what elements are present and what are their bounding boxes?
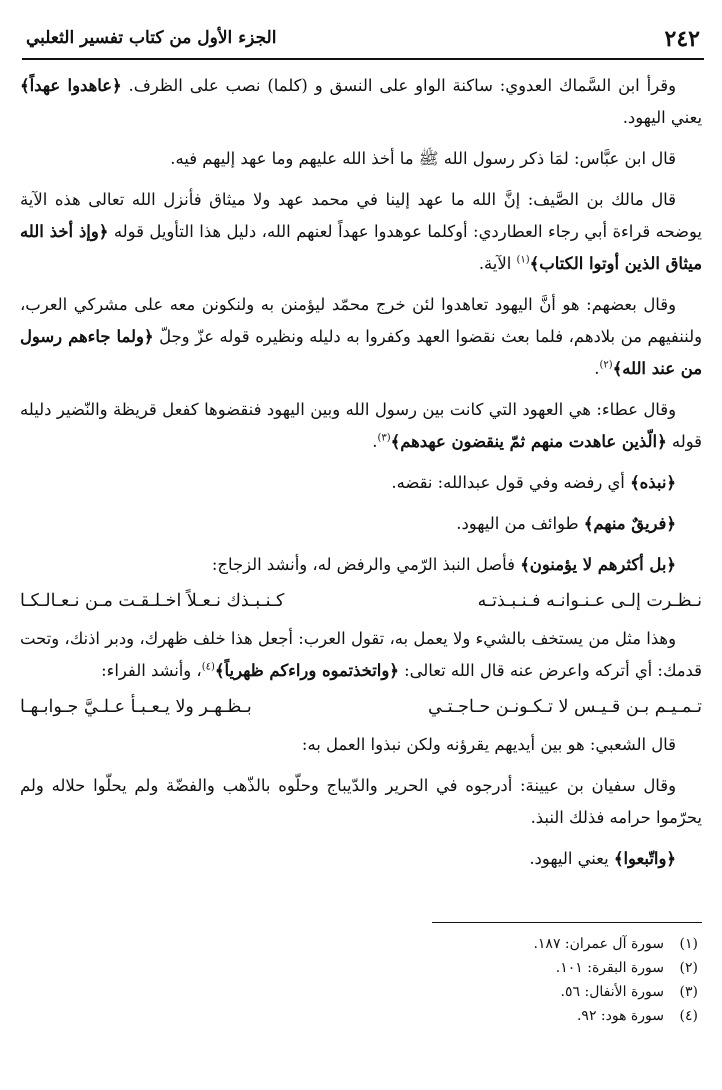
quran-quote: ﴿واتّبعوا﴾ — [613, 849, 676, 868]
paragraph — [20, 623, 702, 687]
paragraph — [20, 184, 702, 280]
text: قال مالك بن الصَّيف: إنَّ الله ما عهد إلينا في محمد عهد ولا ميثاق فأنزل الله تعالى هذه الآية يوضحه قراءة أبي رجاء العطاردي: أوكلما عوهدوا عهداً لعنهم الله، دليل هذا التأويل قوله — [20, 190, 702, 241]
quran-quote: ﴿عاهدوا عهداً﴾ — [20, 76, 122, 95]
text: الآية. — [478, 254, 517, 273]
text: قال الشعبي: هو بين أيديهم يقرؤنه ولكن نبذوا العمل به: — [301, 735, 676, 754]
quran-quote: ﴿ولما جاءهم رسول من عند الله﴾ — [20, 327, 702, 378]
verse-second-hemistich: كـنـبـذك نـعـلاً اخـلـقـت مـن نـعـالـكـا — [20, 591, 285, 611]
footnote-number: (٢) — [679, 960, 698, 976]
text: أي رفضه وفي قول عبدالله: نقضه. — [391, 473, 631, 492]
page-number: ٢٤٢ — [664, 26, 700, 52]
footnote-text: سورة آل عمران: ١٨٧. — [533, 936, 664, 952]
text: وقال بعضهم: هو أنَّ اليهود تعاهدوا لئن خرج محمّد ليؤمنن به ولنكونن معه على مشركي العرب، ولننفيهم من بلادهم، فلما بعث نقضوا العهد وكفروا به دليله ونظيره قوله عزّ وجلّ — [20, 295, 703, 346]
text: وهذا مثل من يستخف بالشيء ولا يعمل به، تقول العرب: أجعل هذا خلف ظهرك، ودبر اذنك، وتحت قدمك: أي أتركه واعرض عنه قال الله تعالى: — [20, 629, 702, 680]
text: يعني اليهود. — [529, 849, 614, 868]
paragraph — [20, 394, 702, 458]
footnote-number: (٤) — [679, 1008, 698, 1024]
quran-quote: ﴿فريقٌ منهم﴾ — [583, 514, 676, 533]
page-header — [22, 26, 704, 60]
footnotes — [358, 932, 698, 1028]
running-head: الجزء الأول من كتاب تفسير الثعلبي — [26, 28, 277, 48]
page-body — [20, 70, 702, 884]
poetry-verse — [20, 585, 702, 617]
quran-quote: ﴿وإذ أخذ الله ميثاق الذين أوتوا الكتاب﴾ — [20, 222, 702, 273]
footnote — [358, 956, 698, 980]
footnote-ref: (٢) — [599, 359, 613, 371]
footnote-divider — [432, 922, 702, 923]
footnote-ref: (٤) — [201, 661, 215, 673]
poetry-verse — [20, 691, 702, 723]
text: وقال سفيان بن عيينة: أدرجوه في الحرير والدّيباج وحلّوه بالذّهب والفضّة ولم يحلّوا حلاله ولم يحرّموا حرامه فذلك النبذ. — [20, 776, 702, 827]
quran-quote: ﴿نبذه﴾ — [630, 473, 676, 492]
text: وقرأ ابن السَّماك العدوي: ساكنة الواو على النسق و (كلما) نصب على الظرف. — [121, 76, 676, 95]
footnote-ref: (١) — [516, 254, 530, 266]
quran-quote: ﴿الّذين عاهدت منهم ثمّ ينقضون عهدهم﴾ — [390, 432, 667, 451]
text: . — [594, 359, 600, 378]
quran-quote: ﴿واتخذتموه وراءكم ظهرياً﴾ — [214, 661, 399, 680]
text: . — [372, 432, 378, 451]
paragraph — [20, 549, 702, 581]
text: وقال عطاء: هي العهود التي كانت بين رسول الله وبين اليهود فنقضوها كفعل قريظة والنّضير دليله قوله — [20, 400, 702, 451]
footnote — [358, 980, 698, 1004]
footnote-ref: (٣) — [377, 432, 391, 444]
footnote-text: سورة الأنفال: ٥٦. — [560, 984, 664, 1000]
footnote-number: (٣) — [679, 984, 698, 1000]
paragraph — [20, 289, 702, 385]
paragraph — [20, 467, 702, 499]
text: طوائف من اليهود. — [456, 514, 584, 533]
paragraph — [20, 770, 702, 834]
paragraph — [20, 729, 702, 761]
text: يعني اليهود. — [622, 108, 702, 127]
text: ، وأنشد الفراء: — [101, 661, 202, 680]
verse-first-hemistich: نـظـرت إلـى عـنـوانـه فـنـبـذتـه — [477, 591, 702, 611]
verse-first-hemistich: تـمـيـم بـن قـيـس لا تـكـونـن حـاجـتـي — [428, 697, 702, 717]
paragraph — [20, 143, 702, 175]
quran-quote: ﴿بل أكثرهم لا يؤمنون﴾ — [520, 555, 676, 574]
footnote-text: سورة البقرة: ١٠١. — [555, 960, 664, 976]
paragraph — [20, 843, 702, 875]
footnote — [358, 932, 698, 956]
footnote — [358, 1004, 698, 1028]
paragraph — [20, 508, 702, 540]
text: فأصل النبذ الرّمي والرفض له، وأنشد الزجاج: — [211, 555, 521, 574]
verse-second-hemistich: بـظـهـر ولا يـعـبـأ عـلـيَّ جـوابـهـا — [20, 697, 252, 717]
paragraph — [20, 70, 702, 134]
text: قال ابن عبَّاس: لمَا ذكر رسول الله ﷺ ما أخذ الله عليهم وما عهد إليهم فيه. — [170, 149, 676, 168]
footnote-text: سورة هود: ٩٢. — [576, 1008, 664, 1024]
footnote-number: (١) — [679, 936, 698, 952]
